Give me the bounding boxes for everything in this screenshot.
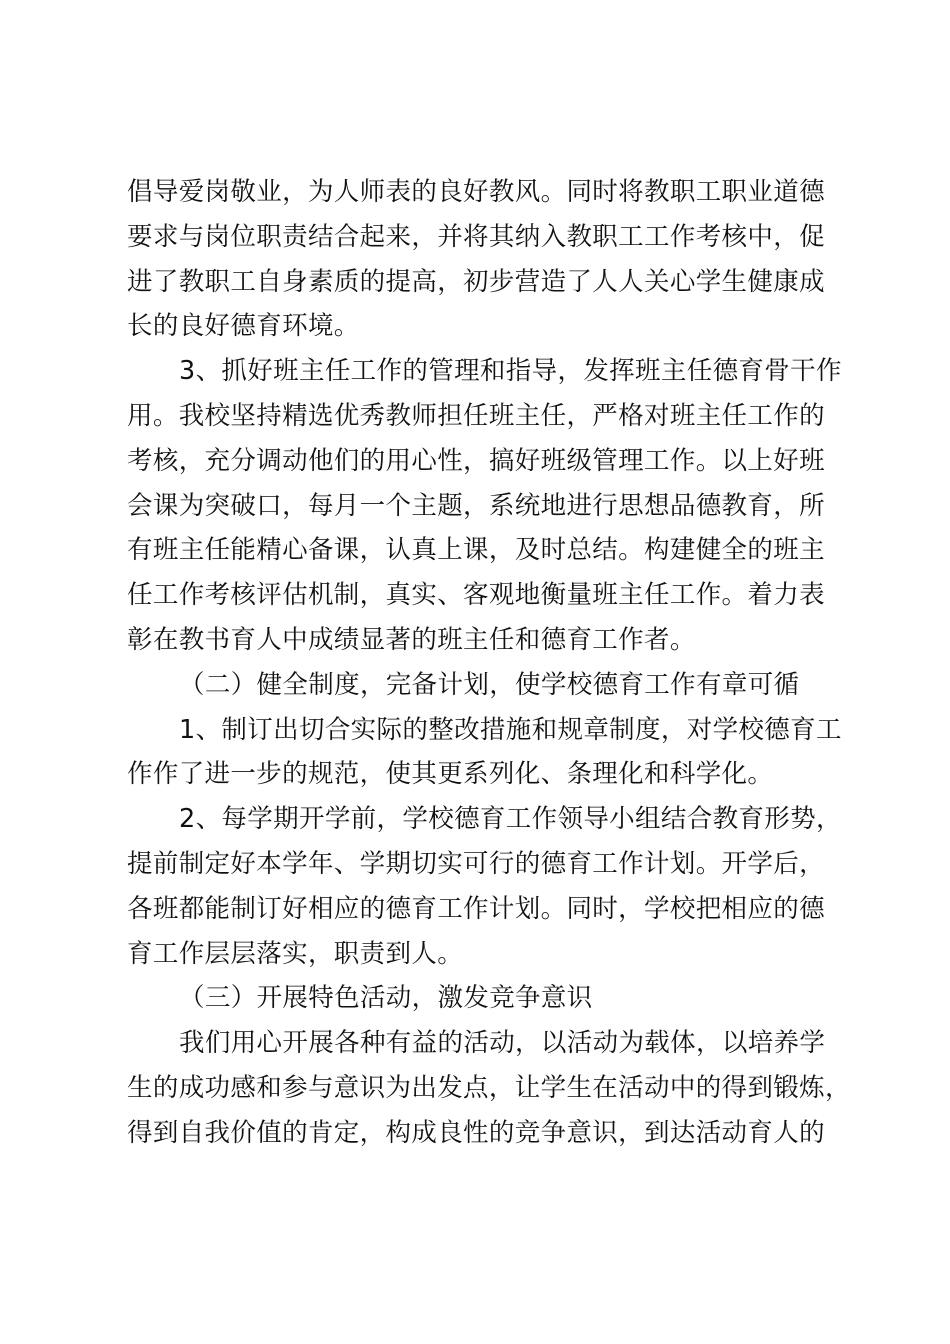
text-line: 作作了进一步的规范，使其更系列化、条理化和科学化。 bbox=[127, 759, 774, 790]
text-line: 考核，充分调动他们的用心性，搞好班级管理工作。以上好班 bbox=[127, 445, 825, 476]
text-line: 进了教职工自身素质的提高，初步营造了人人关心学生健康成 bbox=[127, 266, 825, 297]
document-body bbox=[127, 170, 851, 1156]
text-line: 得到自我价值的肯定，构成良性的竞争意识，到达活动育人的 bbox=[127, 1117, 825, 1148]
section-heading: （三）开展特色活动，激发竞争意识 bbox=[179, 983, 593, 1014]
text-line: 要求与岗位职责结合起来，并将其纳入教职工工作考核中，促 bbox=[127, 221, 825, 252]
text-line: 有班主任能精心备课，认真上课，及时总结。构建健全的班主 bbox=[127, 535, 825, 566]
text-line: 提前制定好本学年、学期切实可行的德育工作计划。开学后， bbox=[127, 848, 825, 879]
text-line: 倡导爱岗敬业，为人师表的良好教风。同时将教职工职业道德 bbox=[127, 177, 825, 207]
paragraph-first-line: 我们用心开展各种有益的活动，以活动为载体，以培养学 bbox=[179, 1028, 826, 1059]
paragraph-first-line: 2、每学期开学前，学校德育工作领导小组结合教育形势， bbox=[179, 804, 842, 835]
text-line: 育工作层层落实，职责到人。 bbox=[127, 938, 464, 969]
paragraph-first-line: 3、抓好班主任工作的管理和指导，发挥班主任德育骨干作 bbox=[179, 356, 842, 387]
text-line: 用。我校坚持精选优秀教师担任班主任，严格对班主任工作的 bbox=[127, 400, 825, 431]
text-line: 长的良好德育环境。 bbox=[127, 311, 360, 342]
text-line: 生的成功感和参与意识为出发点，让学生在活动中的得到锻炼， bbox=[127, 1072, 851, 1103]
text-line: 会课为突破口，每月一个主题，系统地进行思想品德教育，所 bbox=[127, 490, 825, 521]
text-line: 任工作考核评估机制，真实、客观地衡量班主任工作。着力表 bbox=[127, 580, 825, 611]
section-heading: （二）健全制度，完备计划，使学校德育工作有章可循 bbox=[179, 669, 800, 700]
paragraph-first-line: 1、制订出切合实际的整改措施和规章制度，对学校德育工 bbox=[179, 714, 842, 745]
text-line: 彰在教书育人中成绩显著的班主任和德育工作者。 bbox=[127, 624, 696, 655]
text-line: 各班都能制订好相应的德育工作计划。同时，学校把相应的德 bbox=[127, 893, 825, 924]
